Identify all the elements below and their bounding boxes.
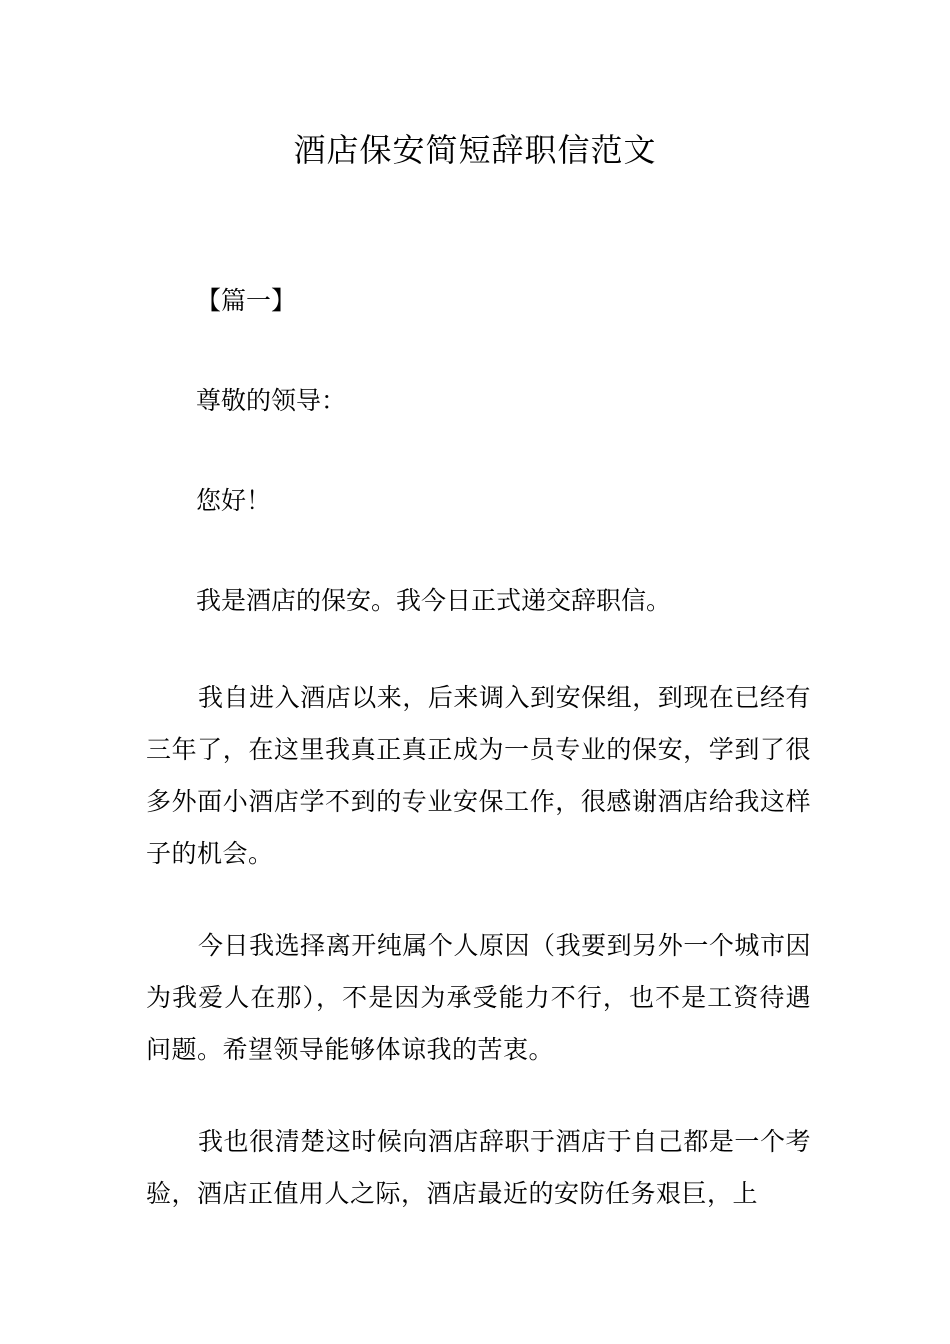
paragraph-4: 我也很清楚这时候向酒店辞职于酒店于自己都是一个考验，酒店正值用人之际，酒店最近的安防任务艰巨，上 (146, 1127, 811, 1208)
salutation: 尊敬的领导： (196, 386, 347, 415)
paragraph-3: 今日我选择离开纯属个人原因（我要到另外一个城市因为我爱人在那），不是因为承受能力不行，也不是工资待遇问题。希望领导能够体谅我的苦衷。 (146, 931, 811, 1064)
paragraph-2: 我自进入酒店以来，后来调入到安保组，到现在已经有三年了，在这里我真正真正成为一员专业的保安，学到了很多外面小酒店学不到的专业安保工作，很感谢酒店给我这样子的机会。 (146, 683, 811, 868)
paragraph-1: 我是酒店的保安。我今日正式递交辞职信。 (196, 586, 672, 615)
document-title: 酒店保安简短辞职信范文 (293, 131, 657, 169)
section-heading: 【篇一】 (196, 286, 297, 315)
greeting: 您好！ (196, 486, 272, 515)
